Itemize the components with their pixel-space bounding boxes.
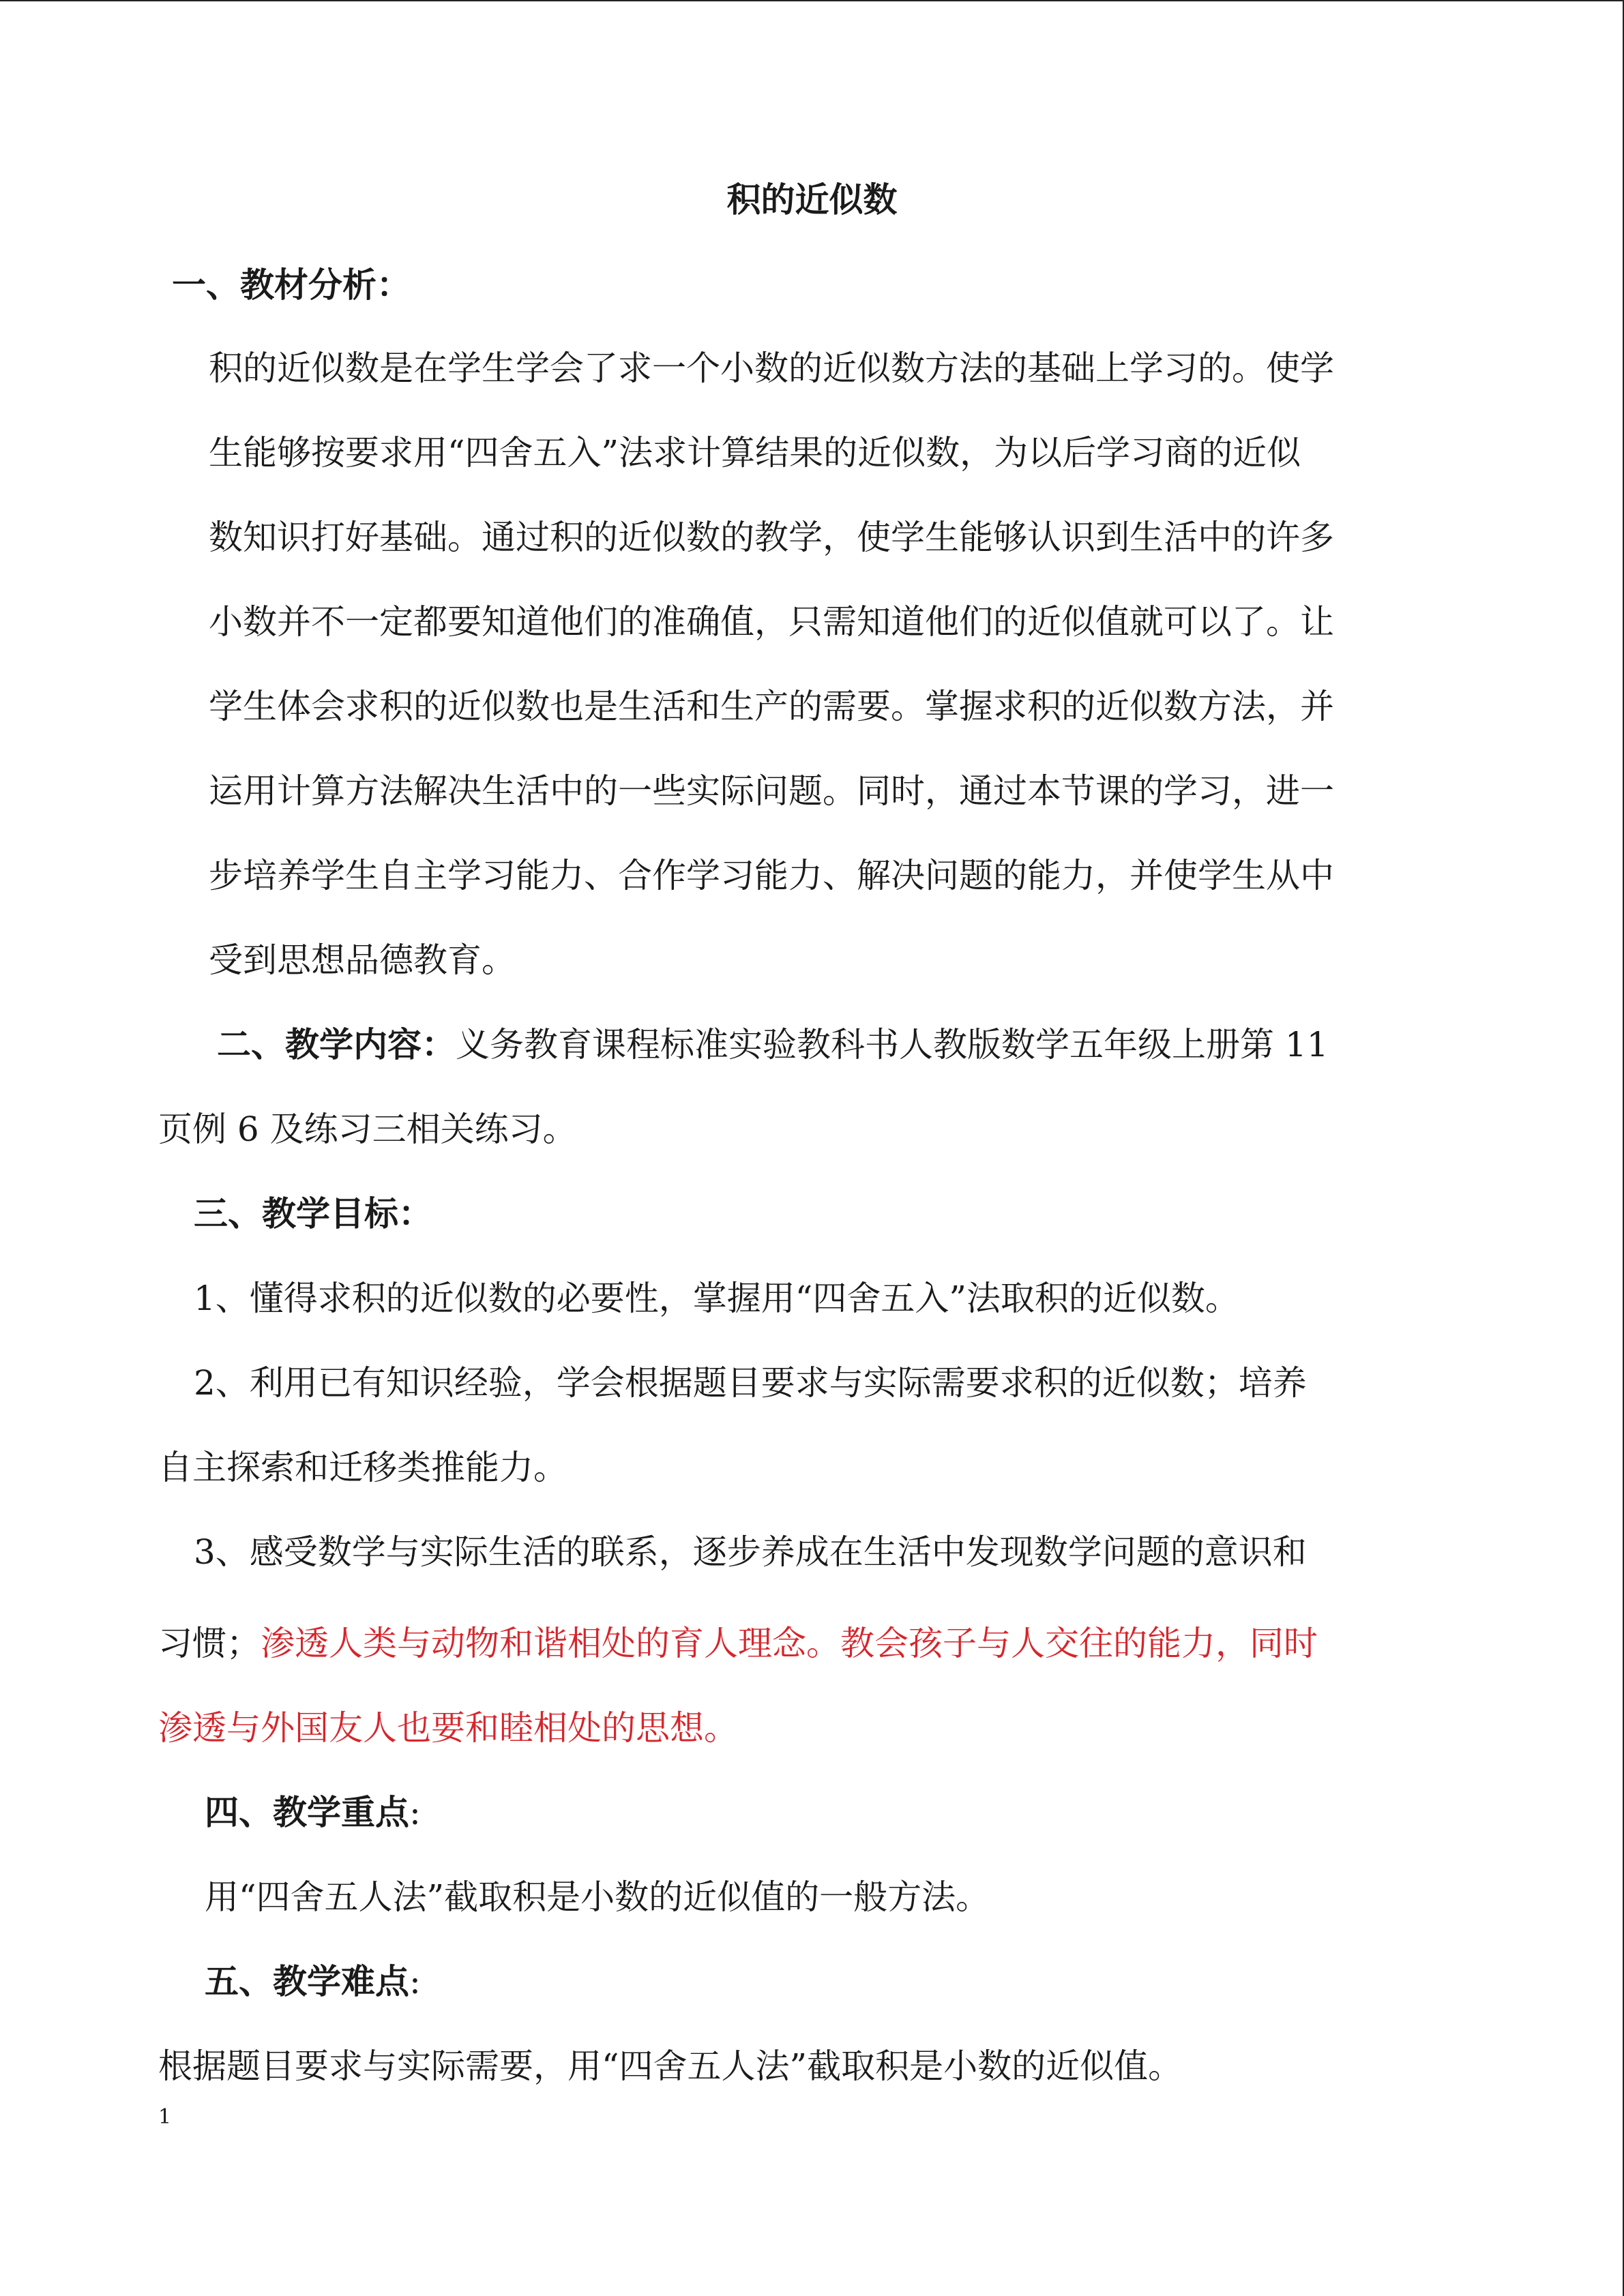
section-4-colon: : [409,1793,421,1832]
section-5-heading-line [205,1958,421,2006]
section-1-paragraph-line: 小数并不一定都要知道他们的准确值，只需知道他们的近似值就可以了。让 [209,602,1334,642]
section-1-paragraph-line: 积的近似数是在学生学会了求一个小数的近似数方法的基础上学习的。使学 [209,348,1334,388]
section-3-heading: 三、教学目标： [194,1193,432,1234]
section-2-heading: 二、教学内容： [217,1024,456,1064]
section-4-text: 用“四舍五人法”截取积是小数的近似值的一般方法。 [205,1877,990,1917]
section-4-heading-line [205,1789,421,1836]
section-1-paragraph-line: 数知识打好基础。通过积的近似数的教学，使学生能够认识到生活中的许多 [209,518,1334,557]
section-2-line-1 [217,1021,1329,1069]
objective-item-1: 1、懂得求积的近似数的必要性，掌握用“四舍五入”法取积的近似数。 [194,1279,1239,1318]
section-4-heading: 四、教学重点 [205,1792,409,1832]
objective-item-2-line-2: 自主探索和迁移类推能力。 [158,1448,567,1487]
section-5-heading: 五、教学难点 [205,1961,409,2001]
section-5-text: 根据题目要求与实际需要，用“四舍五人法”截取积是小数的近似值。 [158,2046,1183,2086]
section-1-paragraph-line: 受到思想品德教育。 [209,940,516,980]
section-1-paragraph-line: 生能够按要求用“四舍五入”法求计算结果的近似数，为以后学习商的近似 [209,433,1301,473]
section-2-content: 义务教育课程标准实验教科书人教版数学五年级上册第 11 [456,1025,1329,1064]
objective-item-2-line-1: 2、利用已有知识经验，学会根据题目要求与实际需要求积的近似数；培养 [194,1363,1307,1403]
section-5-colon: : [409,1962,421,2001]
objective-item-3-text: 习惯； [158,1624,261,1663]
section-1-heading: 一、教材分析： [172,265,411,305]
highlighted-text: 渗透人类与动物和谐相处的育人理念。教会孩子与人交往的能力，同时 [261,1624,1318,1663]
section-1-paragraph-line: 运用计算方法解决生活中的一些实际问题。同时，通过本节课的学习，进一 [209,771,1334,811]
objective-item-3-line-1: 3、感受数学与实际生活的联系，逐步养成在生活中发现数学问题的意识和 [194,1532,1307,1572]
section-2-line-2: 页例 6 及练习三相关练习。 [158,1109,577,1149]
highlighted-text-line: 渗透与外国友人也要和睦相处的思想。 [158,1708,738,1748]
section-1-paragraph-line: 步培养学生自主学习能力、合作学习能力、解决问题的能力，并使学生从中 [209,856,1334,895]
objective-item-3-line-2 [158,1620,1318,1667]
document-title: 积的近似数 [726,179,898,220]
page-number: 1 [158,2105,172,2129]
section-1-paragraph-line: 学生体会求积的近似数也是生活和生产的需要。掌握求积的近似数方法，并 [209,687,1334,726]
